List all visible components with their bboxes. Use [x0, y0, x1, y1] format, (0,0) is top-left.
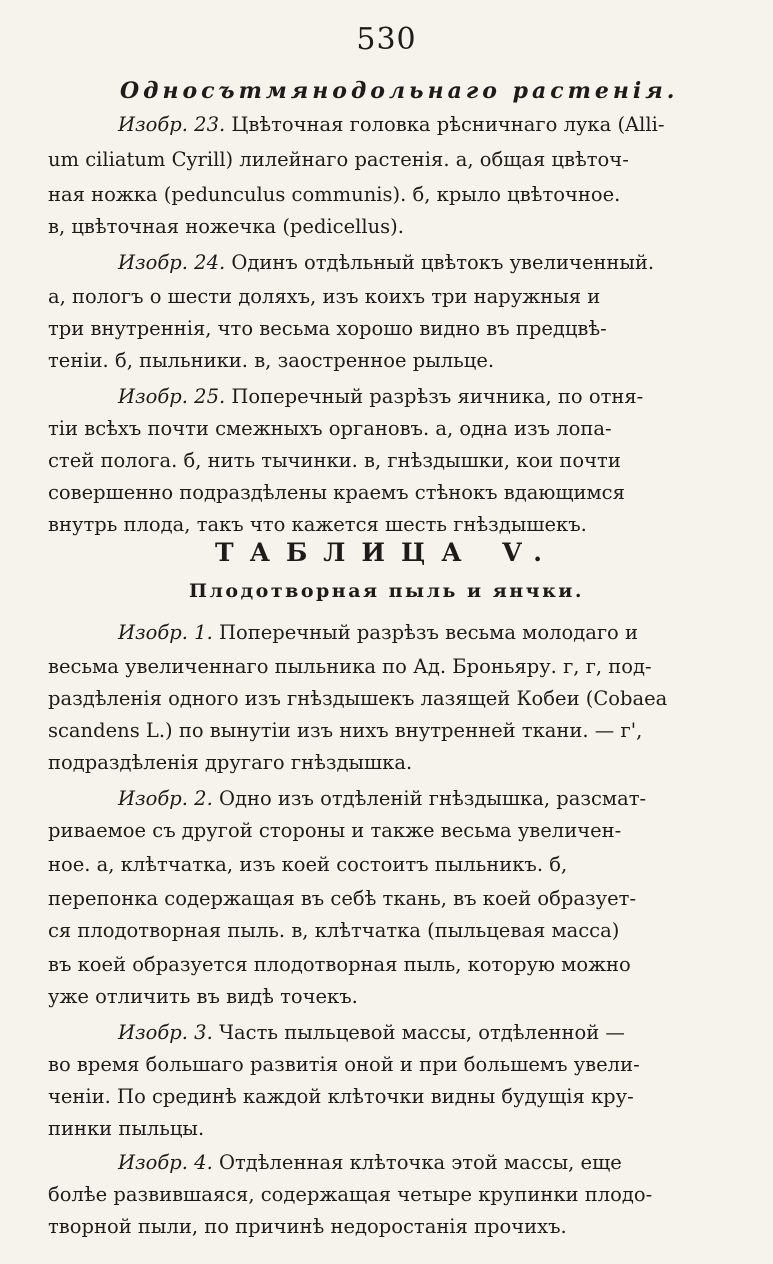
text-line	[48, 414, 612, 444]
text-line	[118, 110, 664, 140]
line-text: совершенно подраздѣлены краемъ стѣнокъ вдающимся	[48, 481, 625, 504]
text-line	[48, 478, 625, 508]
line-text: Одинъ отдѣльный цвѣтокъ увеличенный.	[225, 251, 655, 274]
line-text: три внутреннія, что весьма хорошо видно въ предцвѣ-	[48, 317, 607, 340]
text-line	[118, 1148, 622, 1178]
line-text: болѣе развившаяся, содержащая четыре крупинки плодо-	[48, 1183, 653, 1206]
line-text: Поперечный разрѣзъ весьма молодаго и	[212, 621, 638, 644]
text-line	[48, 982, 358, 1012]
line-text: Часть пыльцевой массы, отдѣленной —	[212, 1021, 625, 1044]
section-caption: Односътмянодольнаго растенія.	[120, 78, 679, 104]
line-text: перепонка содержащая въ себѣ ткань, въ коей образует-	[48, 887, 637, 910]
line-text: scandens L.) по вынутіи изъ нихъ внутренней ткани. — г',	[48, 719, 643, 742]
figure-label: Изобр. 1.	[118, 621, 213, 644]
text-line	[48, 212, 404, 242]
line-text: риваемое съ другой стороны и также весьма увеличен-	[48, 819, 622, 842]
text-line	[118, 618, 638, 648]
text-line	[48, 950, 631, 980]
text-line	[118, 1018, 625, 1048]
figure-label: Изобр. 4.	[118, 1151, 213, 1174]
text-line	[48, 145, 629, 175]
text-line	[118, 784, 646, 814]
text-line	[48, 850, 567, 880]
table-title: ТАБЛИЦА V.	[214, 538, 558, 567]
line-text: Отдѣленная клѣточка этой массы, еще	[212, 1151, 622, 1174]
page-number: 530	[356, 22, 417, 57]
line-text: раздѣленія одного изъ гнѣздышекъ лазящей Кобеи (Cobaea	[48, 687, 668, 710]
line-text: теніи. б, пыльники. в, заостренное рыльце.	[48, 349, 495, 372]
figure-label: Изобр. 2.	[118, 787, 213, 810]
line-text: Поперечный разрѣзъ яичника, по отня-	[225, 385, 644, 408]
text-line	[48, 314, 607, 344]
line-text: пинки пыльцы.	[48, 1117, 205, 1140]
line-text: внутрь плода, такъ что кажется шесть гнѣздышекъ.	[48, 513, 587, 536]
line-text: ное. а, клѣтчатка, изъ коей состоитъ пыльникъ. б,	[48, 853, 568, 876]
text-line	[48, 446, 621, 476]
line-text: а, пологъ о шести доляхъ, изъ коихъ три наружныя и	[48, 285, 601, 308]
text-line	[48, 1082, 634, 1112]
line-text: в, цвѣточная ножечка (pedicellus).	[48, 215, 404, 238]
text-line	[48, 346, 494, 376]
text-line	[48, 884, 636, 914]
text-line	[48, 510, 587, 540]
line-text: подраздѣленія другаго гнѣздышка.	[48, 751, 413, 774]
text-line	[48, 1050, 640, 1080]
line-text: ченіи. По срединѣ каждой клѣточки видны будущія кру-	[48, 1085, 634, 1108]
line-text: um ciliatum Cyrill) лилейнаго растенія. а, общая цвѣточ-	[48, 148, 629, 171]
text-line	[48, 282, 600, 312]
text-line	[48, 748, 412, 778]
figure-label: Изобр. 3.	[118, 1021, 213, 1044]
text-line	[48, 816, 621, 846]
text-line	[118, 248, 654, 278]
line-text: творной пыли, по причинѣ недоростанія прочихъ.	[48, 1215, 567, 1238]
line-text: ная ножка (pedunculus communis). б, крыло цвѣточное.	[48, 183, 621, 206]
line-text: Цвѣточная головка рѣсничнаго лука (Alli-	[225, 113, 665, 136]
figure-label: Изобр. 24.	[118, 251, 226, 274]
text-line	[48, 684, 667, 714]
text-line	[48, 916, 619, 946]
line-text: въ коей образуется плодотворная пыль, которую можно	[48, 953, 631, 976]
text-line	[48, 1180, 652, 1210]
text-line	[118, 382, 643, 412]
text-line	[48, 652, 652, 682]
line-text: Одно изъ отдѣленій гнѣздышка, разсмат-	[212, 787, 647, 810]
table-subtitle: Плодотворная пыль и янчки.	[189, 580, 584, 602]
line-text: ся плодотворная пыль. в, клѣтчатка (пыльцевая масса)	[48, 919, 620, 942]
figure-label: Изобр. 25.	[118, 385, 226, 408]
figure-label: Изобр. 23.	[118, 113, 226, 136]
line-text: во время большаго развитія оной и при большемъ увели-	[48, 1053, 640, 1076]
text-line	[48, 1212, 567, 1242]
line-text: тіи всѣхъ почти смежныхъ органовъ. а, одна изъ лопа-	[48, 417, 612, 440]
line-text: уже отличить въ видѣ точекъ.	[48, 985, 358, 1008]
text-line	[48, 180, 620, 210]
line-text: весьма увеличеннаго пыльника по Ад. Броньяру. г, г, под-	[48, 655, 652, 678]
text-line	[48, 1114, 204, 1144]
text-line	[48, 716, 642, 746]
line-text: стей полога. б, нить тычинки. в, гнѣздышки, кои почти	[48, 449, 621, 472]
